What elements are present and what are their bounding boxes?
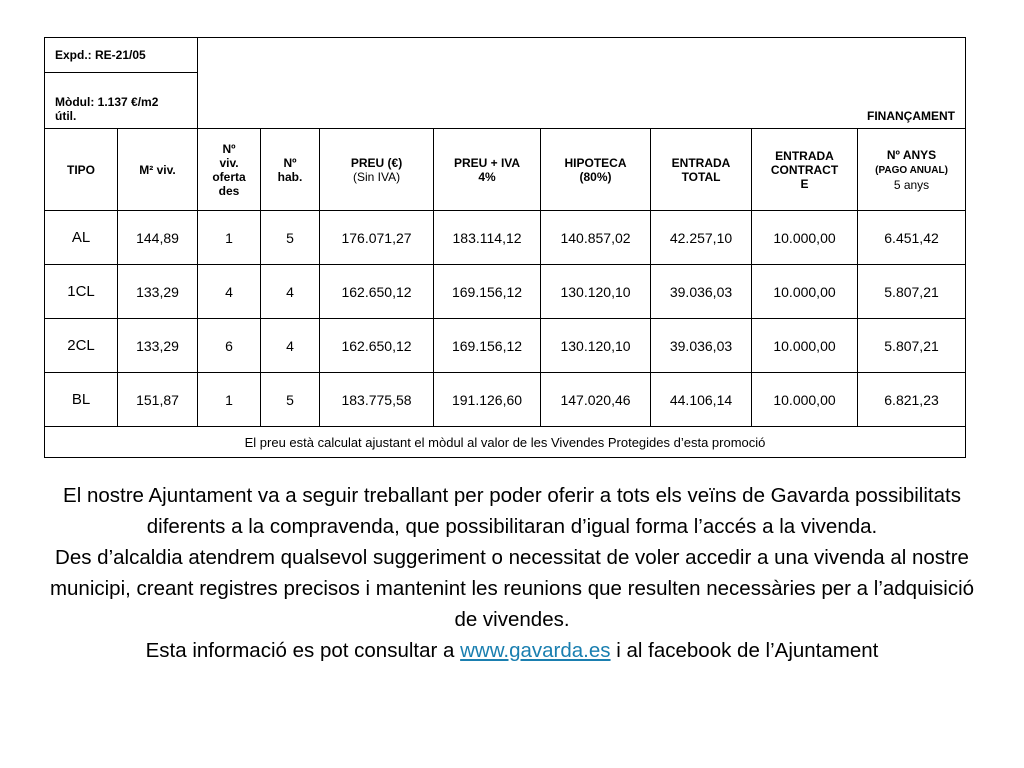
paragraph-2: Des d’alcaldia atendrem qualsevol suggeriment o necessitat de voler accedir a una vivenda al nostre municipi, creant registres precisos i mantenint les reunions que resulten necessàries per a l’adquisició de vivendes.	[49, 546, 975, 631]
cell-m2: 144,89	[118, 211, 198, 265]
cell-preu-iva: 169.156,12	[434, 265, 541, 319]
header-n-hab: Nº hab.	[261, 129, 320, 211]
cell-m2: 151,87	[118, 373, 198, 427]
header-n-anys: Nº ANYS (PAGO ANUAL) 5 anys	[858, 129, 966, 211]
cell-entrada-total: 39.036,03	[651, 319, 752, 373]
cell-hab: 5	[261, 211, 320, 265]
cell-entrada-total: 42.257,10	[651, 211, 752, 265]
paragraph-1: El nostre Ajuntament va a seguir treballant per poder oferir a tots els veïns de Gavarda possibilitats diferents a la compravenda, que possibilitaran d’igual forma l’accés a la vivenda.	[63, 484, 961, 538]
body-text	[40, 480, 984, 666]
header-m2-viv: M² viv.	[118, 129, 198, 211]
financing-table	[44, 37, 966, 458]
header-entrada-total: ENTRADA TOTAL	[651, 129, 752, 211]
cell-m2: 133,29	[118, 319, 198, 373]
cell-anual: 6.821,23	[858, 373, 966, 427]
modul-label: Mòdul: 1.137 €/m2 útil.	[45, 73, 198, 129]
cell-preu-iva: 191.126,60	[434, 373, 541, 427]
header-entrada-contracte: ENTRADA CONTRACT E	[752, 129, 858, 211]
cell-entrada-contracte: 10.000,00	[752, 265, 858, 319]
financament-header: FINANÇAMENT	[198, 38, 966, 129]
cell-hipoteca: 130.120,10	[541, 319, 651, 373]
cell-entrada-contracte: 10.000,00	[752, 373, 858, 427]
expedient-label: Expd.: RE-21/05	[45, 38, 198, 73]
cell-hipoteca: 140.857,02	[541, 211, 651, 265]
cell-preu: 162.650,12	[320, 265, 434, 319]
cell-preu: 162.650,12	[320, 319, 434, 373]
cell-preu-iva: 183.114,12	[434, 211, 541, 265]
header-preu-iva: PREU + IVA 4%	[434, 129, 541, 211]
cell-tipo: 2CL	[45, 319, 118, 373]
cell-entrada-contracte: 10.000,00	[752, 319, 858, 373]
cell-tipo: 1CL	[45, 265, 118, 319]
cell-hab: 4	[261, 319, 320, 373]
header-n-viv-ofertades: Nº viv. oferta des	[198, 129, 261, 211]
cell-hab: 5	[261, 373, 320, 427]
cell-preu-iva: 169.156,12	[434, 319, 541, 373]
cell-entrada-total: 44.106,14	[651, 373, 752, 427]
paragraph-3-start: Esta informació es pot consultar a	[145, 639, 455, 662]
cell-viv: 1	[198, 373, 261, 427]
header-row	[45, 129, 966, 211]
paragraph-3	[40, 635, 984, 666]
table-row	[45, 373, 966, 427]
cell-viv: 1	[198, 211, 261, 265]
cell-entrada-total: 39.036,03	[651, 265, 752, 319]
cell-hipoteca: 147.020,46	[541, 373, 651, 427]
header-preu: PREU (€) (Sin IVA)	[320, 129, 434, 211]
cell-hab: 4	[261, 265, 320, 319]
cell-viv: 4	[198, 265, 261, 319]
table-row	[45, 211, 966, 265]
cell-preu: 176.071,27	[320, 211, 434, 265]
cell-preu: 183.775,58	[320, 373, 434, 427]
cell-tipo: AL	[45, 211, 118, 265]
cell-hipoteca: 130.120,10	[541, 265, 651, 319]
cell-tipo: BL	[45, 373, 118, 427]
cell-anual: 6.451,42	[858, 211, 966, 265]
cell-m2: 133,29	[118, 265, 198, 319]
cell-anual: 5.807,21	[858, 265, 966, 319]
website-link[interactable]: www.gavarda.es	[460, 639, 611, 662]
table-row	[45, 265, 966, 319]
table-footnote: El preu està calculat ajustant el mòdul al valor de les Vivendes Protegides d’esta promoció	[45, 427, 966, 458]
header-hipoteca: HIPOTECA (80%)	[541, 129, 651, 211]
cell-entrada-contracte: 10.000,00	[752, 211, 858, 265]
table-row	[45, 319, 966, 373]
header-tipo: TIPO	[45, 129, 118, 211]
cell-anual: 5.807,21	[858, 319, 966, 373]
cell-viv: 6	[198, 319, 261, 373]
paragraph-3-end: i al facebook de l’Ajuntament	[616, 639, 879, 662]
